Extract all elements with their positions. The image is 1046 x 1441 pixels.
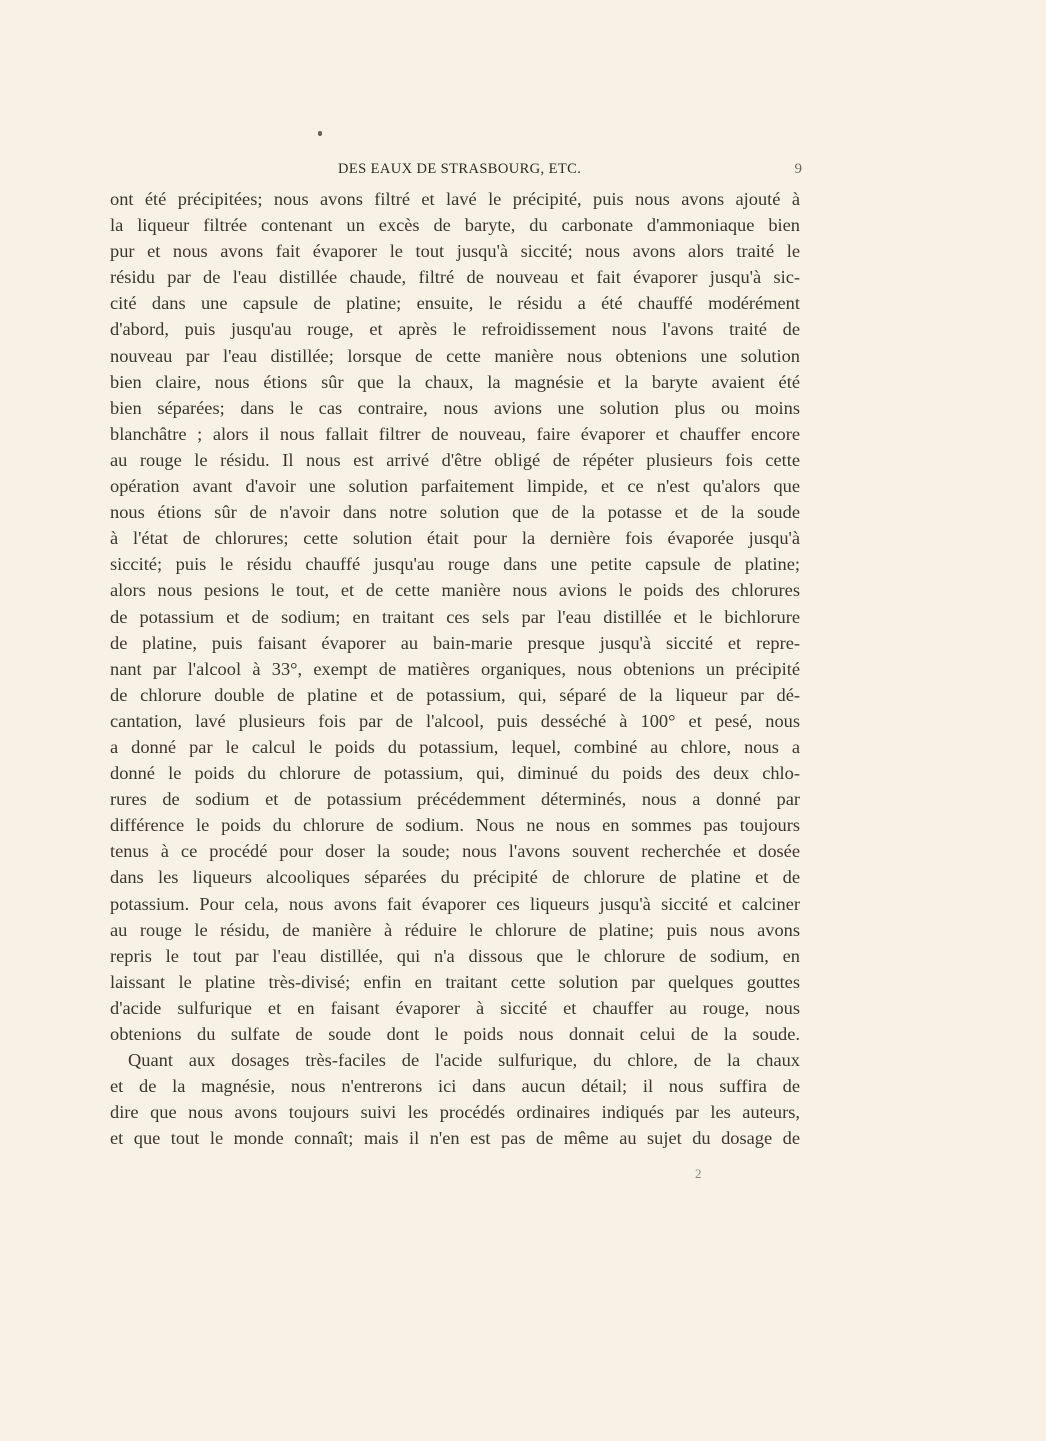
text-line: blanchâtre ; alors il nous fallait filtrer de nouveau, faire évaporer et chauffer encore: [110, 423, 800, 444]
text-line: rures de sodium et de potassium précédemment déterminés, nous a donné par: [110, 789, 800, 810]
body-text: [110, 186, 800, 1151]
page-number: 9: [794, 161, 802, 177]
text-line: d'acide sulfurique et en faisant évaporer à siccité et chauffer au rouge, nous: [110, 997, 800, 1018]
text-line: cité dans une capsule de platine; ensuite, le résidu a été chauffé modérément: [110, 293, 800, 314]
text-line: nouveau par l'eau distillée; lorsque de cette manière nous obtenions une solution: [110, 345, 800, 366]
running-head: [110, 161, 800, 183]
signature-mark: 2: [695, 1166, 702, 1181]
text-line: bien séparées; dans le cas contraire, nous avions une solution plus ou moins: [110, 397, 800, 418]
text-line: de chlorure double de platine et de potassium, qui, séparé de la liqueur par dé-: [110, 684, 800, 705]
text-line: au rouge le résidu. Il nous est arrivé d'être obligé de répéter plusieurs fois cette: [110, 449, 800, 470]
text-line: et que tout le monde connaît; mais il n'en est pas de même au sujet du dosage de: [110, 1128, 800, 1149]
text-line: alors nous pesions le tout, et de cette manière nous avions le poids des chlorures: [110, 580, 800, 601]
running-title: DES EAUX DE STRASBOURG, ETC.: [338, 161, 582, 177]
text-line: résidu par de l'eau distillée chaude, filtré de nouveau et fait évaporer jusqu'à sic-: [110, 267, 800, 288]
text-line: la liqueur filtrée contenant un excès de baryte, du carbonate d'ammoniaque bien: [110, 215, 800, 236]
ink-speck: [318, 131, 322, 136]
text-line: nous étions sûr de n'avoir dans notre solution que de la potasse et de la soude: [110, 502, 800, 523]
text-line: cantation, lavé plusieurs fois par de l'alcool, puis desséché à 100° et pesé, nous: [110, 710, 800, 731]
text-line: repris le tout par l'eau distillée, qui n'a dissous que le chlorure de sodium, en: [110, 945, 800, 966]
text-line: bien claire, nous étions sûr que la chaux, la magnésie et la baryte avaient été: [110, 371, 800, 392]
text-line: ont été précipitées; nous avons filtré et lavé le précipité, puis nous avons ajouté à: [110, 189, 800, 209]
text-line: donné le poids du chlorure de potassium, qui, diminué du poids des deux chlo-: [110, 763, 800, 784]
text-line: d'abord, puis jusqu'au rouge, et après le refroidissement nous l'avons traité de: [110, 319, 800, 340]
text-line: dire que nous avons toujours suivi les procédés ordinaires indiqués par les auteurs,: [110, 1102, 800, 1123]
text-line: pur et nous avons fait évaporer le tout jusqu'à siccité; nous avons alors traité le: [110, 241, 800, 262]
text-line: dans les liqueurs alcooliques séparées du précipité de chlorure de platine et de: [110, 867, 800, 888]
text-line: laissant le platine très-divisé; enfin en traitant cette solution par quelques gouttes: [110, 971, 800, 992]
text-line: obtenions du sulfate de soude dont le poids nous donnait celui de la soude.: [110, 1024, 800, 1044]
text-line: de platine, puis faisant évaporer au bain-marie presque jusqu'à siccité et repre-: [110, 632, 800, 653]
text-line: opération avant d'avoir une solution parfaitement limpide, et ce n'est qu'alors que: [110, 476, 800, 497]
text-line: de potassium et de sodium; en traitant ces sels par l'eau distillée et le bichlorure: [110, 606, 800, 627]
text-line: et de la magnésie, nous n'entrerons ici dans aucun détail; il nous suffira de: [110, 1076, 800, 1097]
text-line: a donné par le calcul le poids du potassium, lequel, combiné au chlore, nous a: [110, 736, 800, 757]
text-line: siccité; puis le résidu chauffé jusqu'au rouge dans une petite capsule de platine;: [110, 554, 800, 575]
text-line: à l'état de chlorures; cette solution était pour la dernière fois évaporée jusqu'à: [110, 528, 800, 549]
text-line: nant par l'alcool à 33°, exempt de matières organiques, nous obtenions un précipité: [110, 658, 800, 679]
text-line: potassium. Pour cela, nous avons fait évaporer ces liqueurs jusqu'à siccité et calciner: [110, 893, 800, 914]
text-line: Quant aux dosages très-faciles de l'acide sulfurique, du chlore, de la chaux: [128, 1050, 800, 1071]
text-line: tenus à ce procédé pour doser la soude; nous l'avons souvent recherchée et dosée: [110, 841, 800, 862]
text-line: au rouge le résidu, de manière à réduire le chlorure de platine; puis nous avons: [110, 919, 800, 940]
text-line: différence le poids du chlorure de sodium. Nous ne nous en sommes pas toujours: [110, 815, 800, 836]
